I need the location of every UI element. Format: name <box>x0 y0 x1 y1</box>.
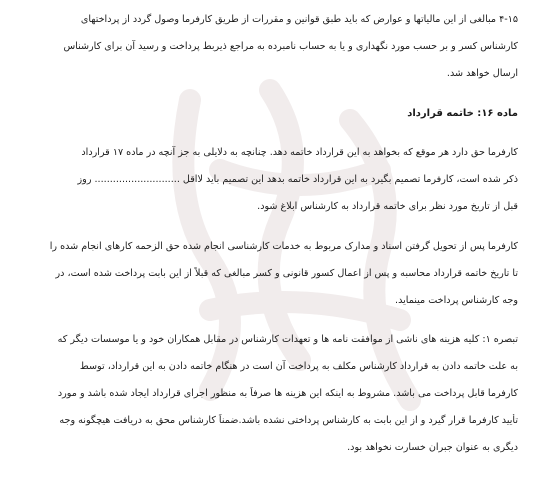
para-15-4-line-3: ارسال خواهد شد. <box>446 68 518 79</box>
para-16-2-line-2: تا تاریخ خاتمه قرارداد محاسبه و پس از اعمال کسور قانونی و کسر مبالغی که قبلاً از این بابت پرداخت شده است، در <box>55 268 518 279</box>
para-15-4-line-1: ۴-۱۵ مبالغی از این مالیاتها و عوارض که باید طبق قوانین و مقررات از طریق کارفرما وصول گردد از پرداختهای <box>80 14 518 25</box>
note-1-line-3: کارفرما قابل پرداخت می باشد. مشروط به اینکه این هزینه ها صرفاً به منظور اجرای قرارداد ایجاد شده باشد و مورد <box>57 388 518 399</box>
note-1-line-4: تأیید کارفرما قرار گیرد و از این بابت به کارشناس پرداختی نشده باشد.ضمناً کارشناس محق به دریافت هیچگونه وجه <box>59 415 518 426</box>
article-16-heading: ماده ۱۶: خاتمه قرارداد <box>407 108 518 119</box>
note-1-line-1: تبصره ۱: کلیه هزینه های ناشی از موافقت نامه ها و تعهدات کارشناس در مقابل همکاران خود و یا موسسات دیگر که <box>57 334 518 345</box>
para-16-1-line-2: ذکر شده است، کارفرما تصمیم بگیرد به این قرارداد خاتمه بدهد این تصمیم باید لااقل ............................ روز <box>77 174 518 185</box>
note-1-line-2: به علت خاتمه دادن به قرارداد کارشناس مکلف به پرداخت آن است در هنگام خاتمه دادن به این قرارداد، توسط <box>79 361 518 372</box>
para-16-1-line-3: قبل از تاریخ مورد نظر برای خاتمه قرارداد به کارشناس ابلاغ شود. <box>257 201 518 212</box>
note-1-line-5: دیگری به عنوان جبران خسارت نخواهد بود. <box>347 442 518 453</box>
para-16-1-line-1: کارفرما حق دارد هر موقع که بخواهد به این قرارداد خاتمه دهد. چنانچه به دلایلی به جز آنچه در ماده ۱۷ قرارداد <box>81 147 518 158</box>
para-15-4-line-2: کارشناس کسر و بر حسب مورد نگهداری و یا به حساب نامبرده به مراجع ذیربط پرداخت و رسید آن برای کارشناس <box>63 41 518 52</box>
para-16-2-line-3: وجه کارشناس پرداخت مینماید. <box>395 295 518 306</box>
para-16-2-line-1: کارفرما پس از تحویل گرفتن اسناد و مدارک مربوط به خدمات کارشناسی انجام شده حق الزحمه کارهای انجام شده را <box>49 241 518 252</box>
